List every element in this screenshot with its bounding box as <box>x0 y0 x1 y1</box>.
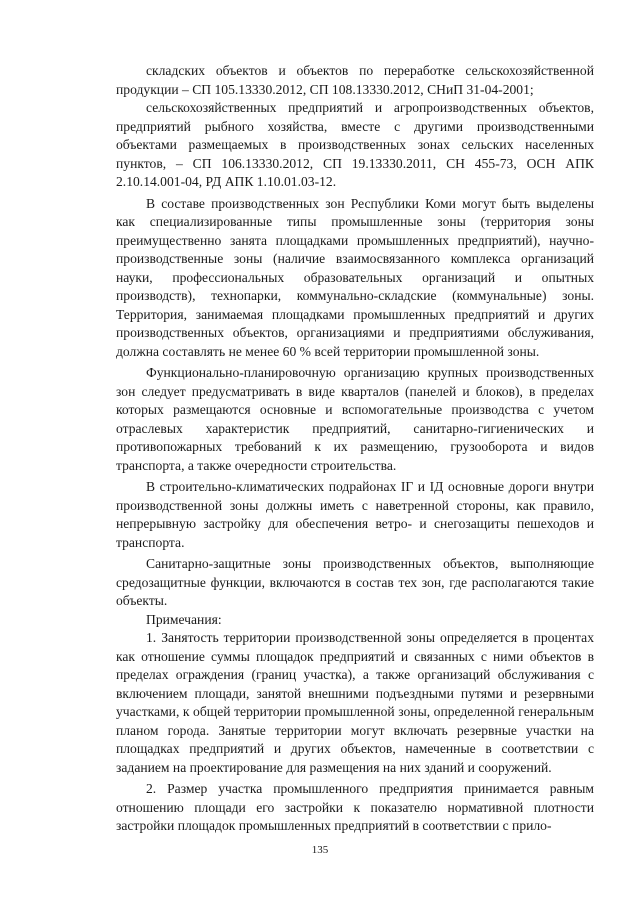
paragraph-production-zones-types: В составе производственных зон Республики Коми могут быть выделены как специализированные типы промышленные зоны (территория зоны преимущественно занята площадками промышленных предприятий), научно-производственные зоны (наличие взаимосвязанного комплекса организаций науки, профессиональных образовательных организаций и опытных производств), технопарки, коммунально-складские (коммунальные) зоны. Территория, занимаемая площадками промышленных предприятий и других производственных объектов, организациями и предприятиями обслуживания, должна составлять не менее 60 % всей территории промышленной зоны. <box>116 195 594 359</box>
paragraph-sanitary-zones: Санитарно-защитные зоны производственных объектов, выполняющие средозащитные функции, включаются в состав тех зон, где располагаются такие объекты. <box>116 556 594 608</box>
paragraph-climatic-subregions: В строительно-климатических подрайонах IГ и IД основные дороги внутри производственной зоны должны иметь с наветренной стороны, как правило, непрерывную застройку для обеспечения ветро- и снегозащиты пешеходов и транспорта. <box>116 479 594 550</box>
paragraph-warehouse-objects: складских объектов и объектов по переработке сельскохозяйственной продукции – СП 105.13330.2012, СП 108.13330.2012, СНиП 31-04-2001; <box>116 63 594 97</box>
paragraph-functional-planning: Функционально-планировочную организацию крупных производственных зон следует предусматривать в виде кварталов (панелей и блоков), в пределах которых размещаются основные и вспомогательные производства с учетом отраслевых характеристик предприятий, санитарно-гигиенических и противопожарных требований к их размещению, грузооборота и видов транспорта, а также очередности строительства. <box>116 365 594 473</box>
page-number: 135 <box>311 844 329 856</box>
notes-heading: Примечания: <box>146 611 222 627</box>
document-page <box>116 62 594 836</box>
note-1: 1. Занятость территории производственной зоны определяется в процентах как отношение суммы площадок предприятий и связанных с ними объектов в пределах ограждения (границ участка), а также организаций обслуживания с включением площади, занятой внешними подъездными путями и резервными участками, к общей территории промышленной зоны, определенной генеральным планом города. Занятые территории могут включать резервные участки на площадках предприятий и других объектов, намеченные в соответствии с заданием на проектирование для размещения на них зданий и сооружений. <box>116 630 594 775</box>
note-2: 2. Размер участка промышленного предприятия принимается равным отношению площади его застройки к показателю нормативной плотности застройки площадок промышленных предприятий в соответствии с прило- <box>116 781 594 833</box>
paragraph-agricultural-enterprises: сельскохозяйственных предприятий и агропроизводственных объектов, предприятий рыбного хозяйства, вместе с другими производственными объектами размещаемых в производственных зонах сельских населенных пунктов, – СП 106.13330.2012, СП 19.13330.2011, СН 455-73, ОСН АПК 2.10.14.001-04, РД АПК 1.10.01.03-12. <box>116 100 594 189</box>
